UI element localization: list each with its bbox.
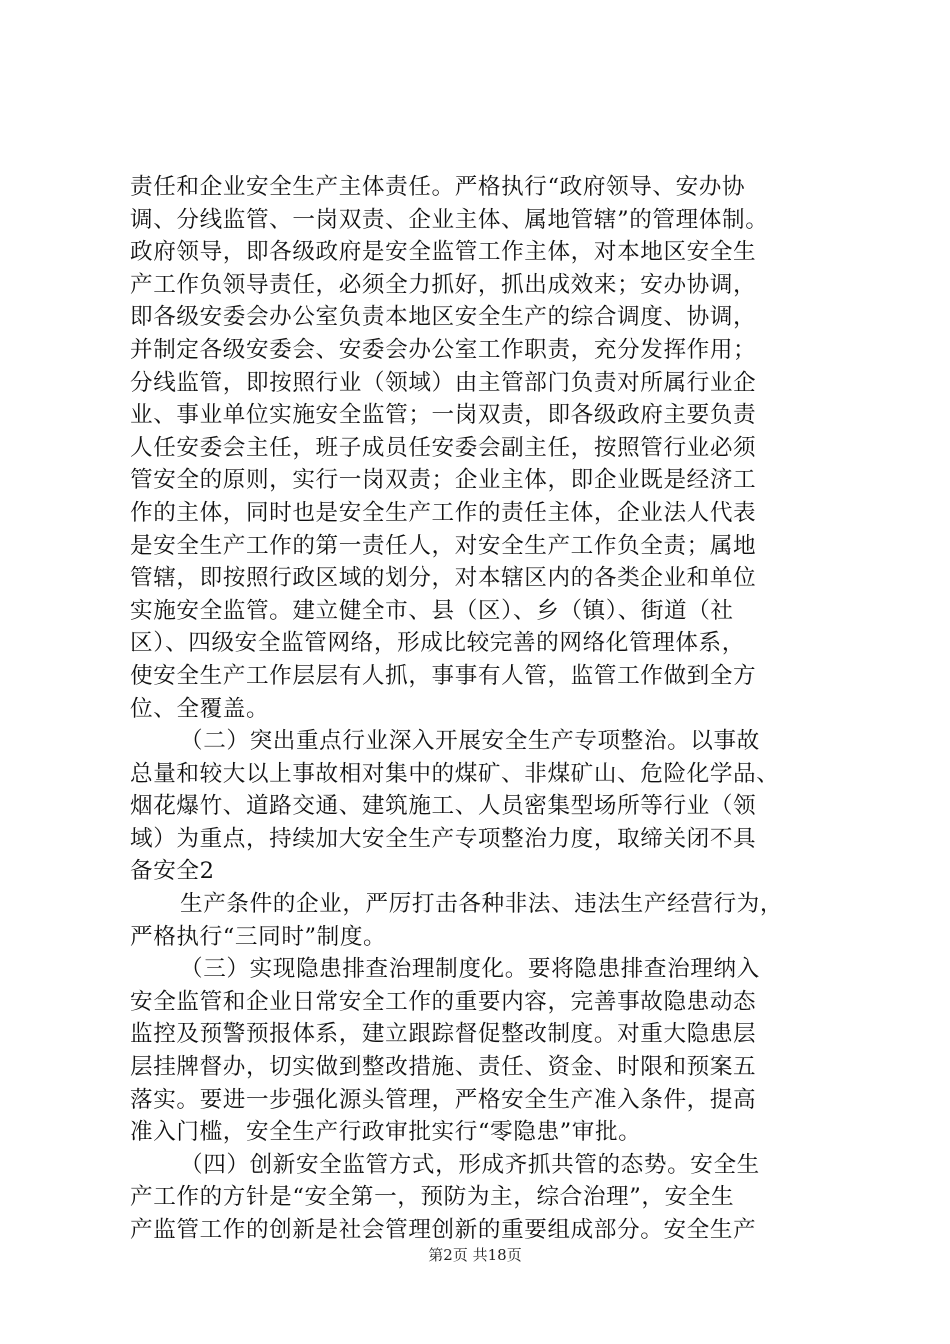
page-number-label: 第2页 共18页 (428, 1246, 522, 1264)
text-line: 政府领导，即各级政府是安全监管工作主体，对本地区安全生 (130, 239, 757, 266)
text-line: 是安全生产工作的第一责任人，对安全生产工作负全责；属地 (130, 532, 757, 559)
text-line: 并制定各级安委会、安委会办公室工作职责，充分发挥作用； (130, 336, 757, 363)
text-line: 总量和较大以上事故相对集中的煤矿、非煤矿山、危险化学品、 (130, 760, 780, 787)
text-line: （三）实现隐患排查治理制度化。要将隐患排查治理纳入 (180, 956, 760, 983)
page-footer (0, 1244, 950, 1265)
text-line: 生产条件的企业，严厉打击各种非法、违法生产经营行为， (180, 891, 784, 918)
text-line: 产工作的方针是“安全第一，预防为主，综合治理”，安全生 (130, 1184, 735, 1211)
text-line: 即各级安委会办公室负责本地区安全生产的综合调度、协调， (130, 304, 757, 331)
text-line: 烟花爆竹、道路交通、建筑施工、人员密集型场所等行业（领 (130, 793, 757, 820)
text-line: 准入门槛，安全生产行政审批实行“零隐患”审批。 (130, 1119, 642, 1146)
text-line: 产工作负领导责任，必须全力抓好，抓出成效来；安办协调， (130, 271, 757, 298)
text-line: （二）突出重点行业深入开展安全生产专项整治。以事故 (180, 728, 760, 755)
text-line: 实施安全监管。建立健全市、县（区）、乡（镇）、街道（社 (130, 597, 734, 624)
text-line: 备安全2 (130, 858, 215, 885)
text-line: 使安全生产工作层层有人抓，事事有人管，监管工作做到全方 (130, 662, 757, 689)
text-line: 严格执行“三同时”制度。 (130, 923, 387, 950)
text-line: 人任安委会主任，班子成员任安委会副主任，按照管行业必须 (130, 434, 757, 461)
text-line: 责任和企业安全生产主体责任。严格执行“政府领导、安办协 (130, 174, 746, 200)
text-line: 层挂牌督办，切实做到整改措施、责任、资金、时限和预案五 (130, 1054, 757, 1081)
text-line: （四）创新安全监管方式，形成齐抓共管的态势。安全生 (180, 1151, 760, 1178)
text-line: 管辖，即按照行政区域的划分，对本辖区内的各类企业和单位 (130, 565, 757, 592)
text-line: 区）、四级安全监管网络，形成比较完善的网络化管理体系， (130, 630, 745, 657)
text-line: 业、事业单位实施安全监管；一岗双责，即各级政府主要负责 (130, 402, 757, 429)
document-body (130, 171, 830, 1247)
text-line: 位、全覆盖。 (130, 695, 270, 722)
text-line: 域）为重点，持续加大安全生产专项整治力度，取缔关闭不具 (130, 825, 757, 852)
text-line: 安全监管和企业日常安全工作的重要内容，完善事故隐患动态 (130, 988, 757, 1015)
text-line: 监控及预警预报体系，建立跟踪督促整改制度。对重大隐患层 (130, 1021, 757, 1048)
text-line: 作的主体，同时也是安全生产工作的责任主体，企业法人代表 (130, 499, 757, 526)
text-line: 分线监管，即按照行业（领域）由主管部门负责对所属行业企 (130, 369, 757, 396)
text-line: 落实。要进一步强化源头管理，严格安全生产准入条件，提高 (130, 1086, 757, 1113)
text-line: 产监管工作的创新是社会管理创新的重要组成部分。安全生产 (130, 1217, 757, 1243)
text-line: 管安全的原则，实行一岗双责；企业主体，即企业既是经济工 (130, 467, 757, 494)
text-line: 调、分线监管、一岗双责、企业主体、属地管辖”的管理体制。 (130, 206, 769, 233)
